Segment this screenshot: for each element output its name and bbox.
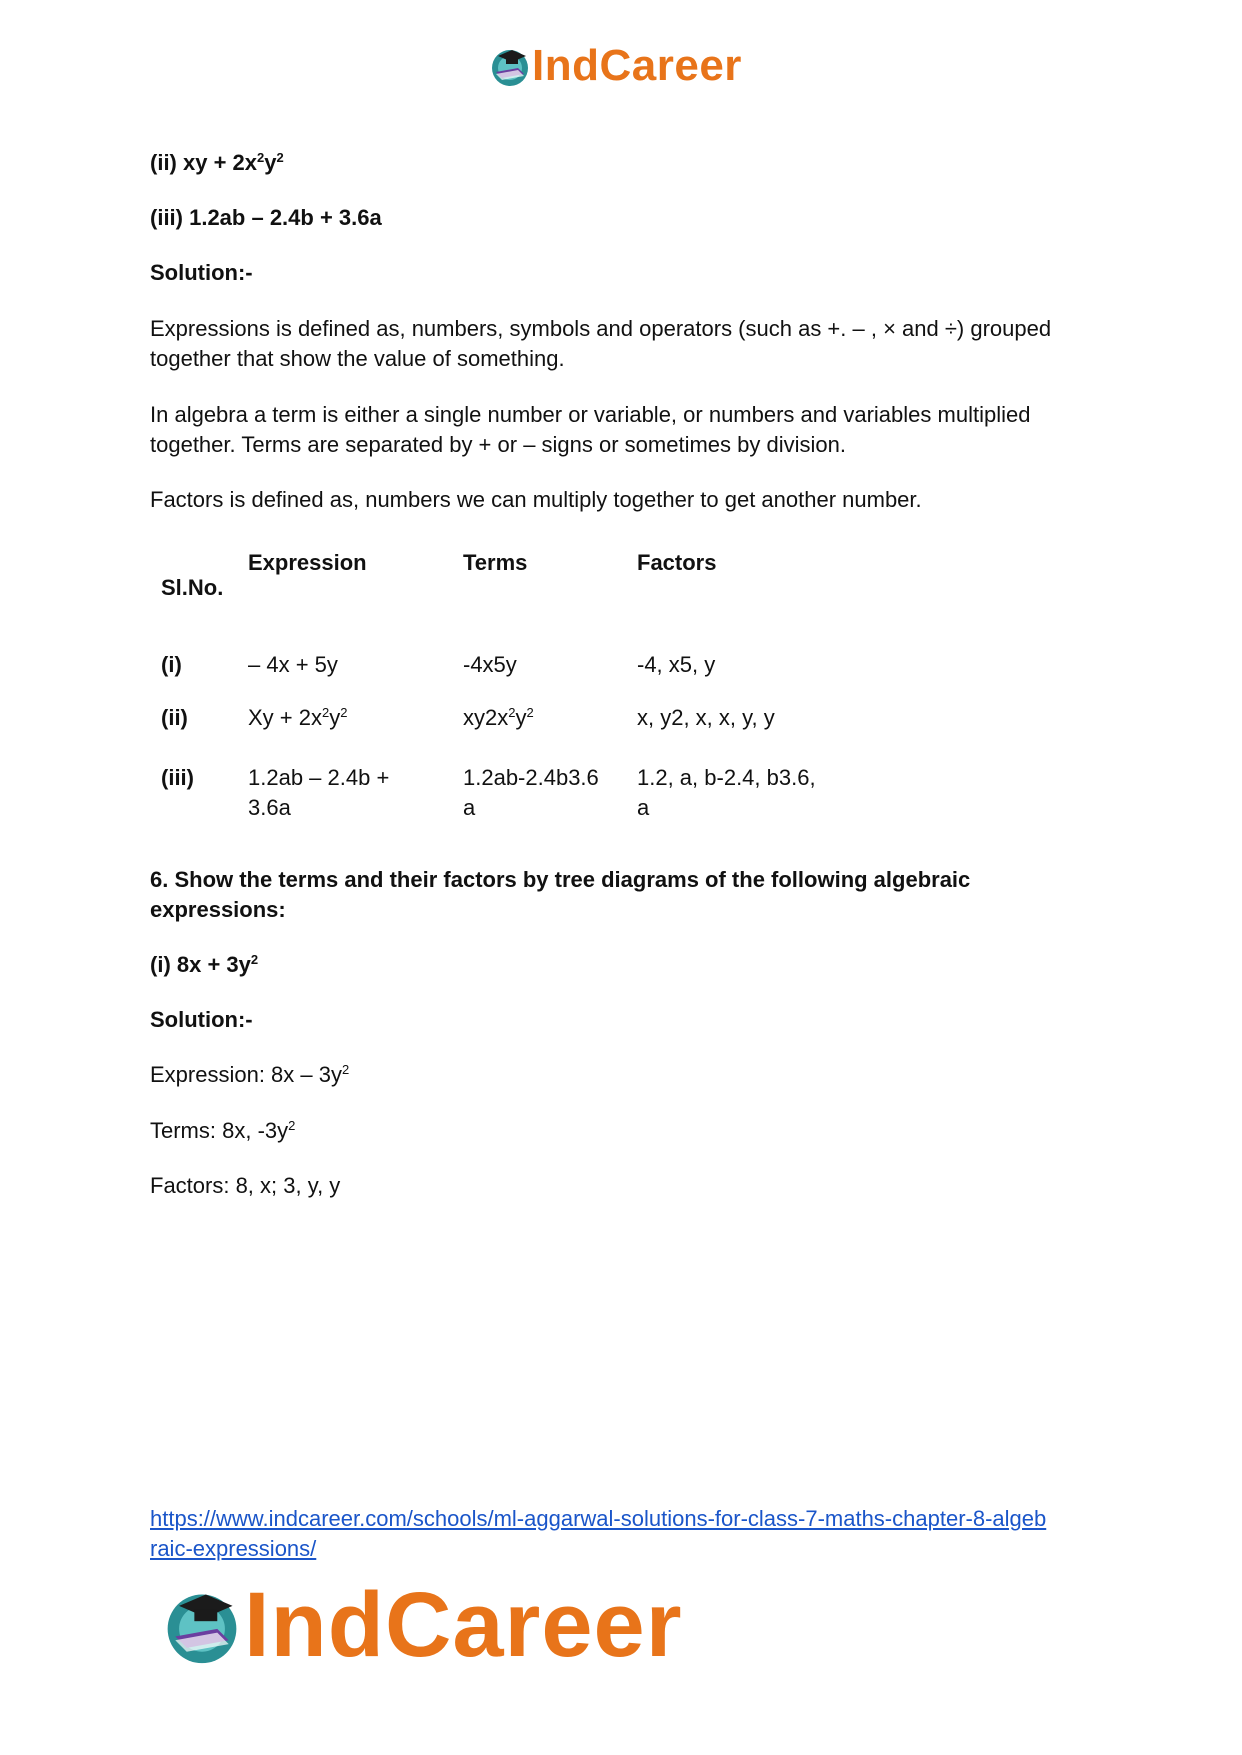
superscript: 2 (276, 150, 284, 165)
terms-text: Terms: 8x, -3y (150, 1118, 289, 1143)
factors-line: a (637, 795, 650, 820)
row-terms: -4x5y (463, 652, 517, 677)
superscript: 2 (526, 705, 534, 720)
header-terms: Terms (463, 550, 528, 575)
row-number: (i) (161, 652, 182, 677)
row-terms (463, 763, 623, 823)
solution-heading-2: Solution:- (150, 1007, 253, 1032)
brand-wordmark: IndCareer (244, 1574, 683, 1676)
expr-part: y (329, 705, 341, 730)
terms-line (150, 1116, 1100, 1146)
row-number: (iii) (161, 765, 194, 790)
header-factors: Factors (637, 550, 717, 575)
question-6: 6. Show the terms and their factors by tree diagrams of the following algebraic expressions: (150, 867, 971, 922)
source-link-line[interactable]: https://www.indcareer.com/schools/ml-aggarwal-solutions-for-class-7-maths-chapter-8-algeb (150, 1506, 1047, 1531)
brand-wordmark: IndCareer (532, 41, 742, 90)
expr-line: 3.6a (248, 795, 291, 820)
question-ii-var: y (264, 150, 277, 175)
row-number: (ii) (161, 705, 188, 730)
paragraph-terms: In algebra a term is either a single number or variable, or numbers and variables multiplied together. Terms are separated by + or – signs or sometimes by division. (150, 402, 1031, 457)
superscript: 2 (340, 705, 348, 720)
expression-line (150, 1060, 1100, 1090)
factors-line: Factors: 8, x; 3, y, y (150, 1173, 341, 1198)
question-6-i (150, 950, 1100, 980)
solution-heading: Solution:- (150, 260, 253, 285)
row-factors (637, 763, 857, 823)
factors-line: 1.2, a, b-2.4, b3.6, (637, 765, 816, 790)
terms-part: y (515, 705, 527, 730)
paragraph-factors: Factors is defined as, numbers we can multiply together to get another number. (150, 487, 922, 512)
superscript: 2 (321, 705, 330, 720)
superscript: 2 (257, 150, 265, 165)
row-expression (248, 763, 448, 823)
row-factors: -4, x5, y (637, 652, 716, 677)
superscript: 2 (288, 1118, 296, 1133)
superscript: 2 (250, 952, 259, 967)
row-factors: x, y2, x, x, y, y (637, 705, 775, 730)
question-iii: (iii) 1.2ab – 2.4b + 3.6a (150, 205, 382, 230)
question-6-i-text: (i) 8x + 3y (150, 952, 251, 977)
row-expression (248, 703, 448, 733)
superscript: 2 (508, 705, 516, 720)
graduation-cap-book-icon (160, 1583, 244, 1667)
graduation-cap-book-icon (488, 44, 532, 88)
terms-part: xy2x (463, 705, 509, 730)
footer-logo (160, 1575, 683, 1675)
row-expression: – 4x + 5y (248, 652, 338, 677)
expr-line: 1.2ab – 2.4b + (248, 765, 390, 790)
question-ii (150, 148, 1100, 178)
terms-line: 1.2ab-2.4b3.6 (463, 765, 599, 790)
superscript: 2 (341, 1062, 350, 1077)
source-link[interactable] (150, 1504, 1100, 1564)
expr-part: Xy + 2x (248, 705, 322, 730)
header-logo (488, 40, 742, 92)
paragraph-expressions: Expressions is defined as, numbers, symbols and operators (such as +. – , × and ÷) grouped together that show the value of something. (150, 316, 1052, 371)
header-slno: Sl.No. (161, 575, 224, 600)
source-link-line[interactable]: raic-expressions/ (150, 1536, 317, 1561)
row-terms (463, 703, 623, 733)
terms-line: a (463, 795, 476, 820)
header-expression: Expression (248, 550, 367, 575)
question-ii-text: (ii) xy + 2x (150, 150, 258, 175)
expression-text: Expression: 8x – 3y (150, 1062, 342, 1087)
